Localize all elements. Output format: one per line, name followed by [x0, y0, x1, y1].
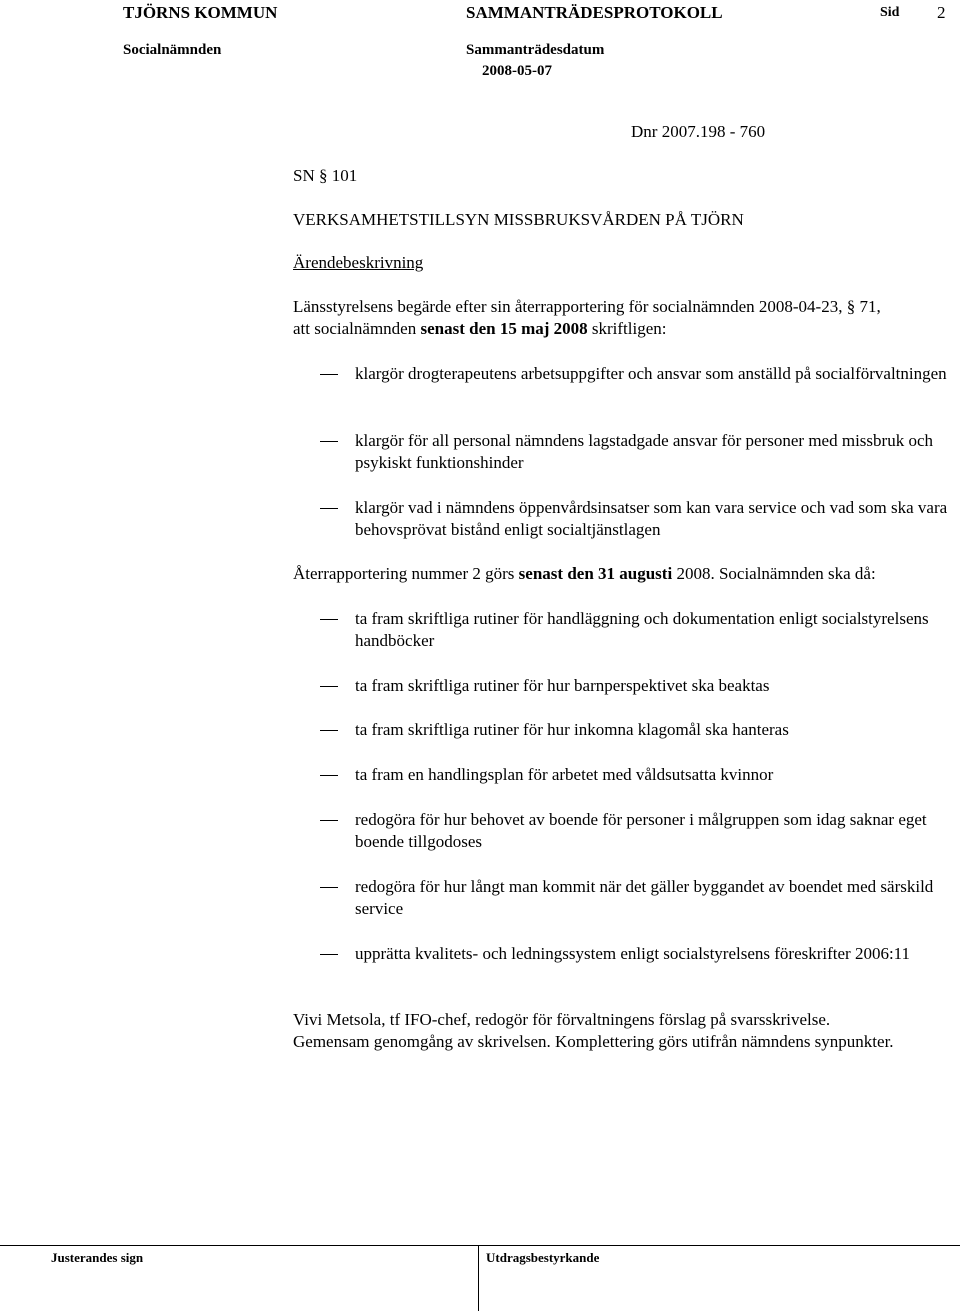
intro-line-1: Länsstyrelsens begärde efter sin återrapportering för socialnämnden 2008-04-23, § 71, [293, 297, 881, 316]
list-item-text: ta fram skriftliga rutiner för hur inkomna klagomål ska hanteras [355, 720, 789, 739]
case-title: VERKSAMHETSTILLSYN MISSBRUKSVÅRDEN PÅ TJÖRN [293, 210, 744, 229]
footer-signature-label: Justerandes sign [51, 1250, 144, 1265]
section-number: SN § 101 [293, 166, 358, 185]
dash-bullet [320, 730, 338, 731]
dash-bullet [320, 508, 338, 509]
committee-name: Socialnämnden [123, 42, 222, 58]
followup-pre: Återrapportering nummer 2 görs [293, 564, 519, 583]
footer-divider [0, 1245, 960, 1246]
list-item-text: redogöra för hur behovet av boende för personer i målgruppen som idag saknar eget boende tillgodoses [355, 810, 927, 851]
dash-bullet [320, 619, 338, 620]
intro-line-2-post: skriftligen: [587, 319, 667, 338]
intro-deadline: senast den 15 maj 2008 [420, 319, 588, 338]
document-type: SAMMANTRÄDESPROTOKOLL [466, 3, 723, 22]
footer-column-divider [478, 1245, 479, 1311]
list-item-text: klargör för all personal nämndens lagstadgade ansvar för personer med missbruk och psykiskt funktionshinder [355, 431, 933, 472]
list-item-text: ta fram skriftliga rutiner för handläggning och dokumentation enligt socialstyrelsens handböcker [355, 609, 929, 650]
list-item-text: redogöra för hur långt man kommit när det gäller byggandet av boendet med särskild service [355, 877, 934, 918]
dash-bullet [320, 820, 338, 821]
closing-paragraph: Vivi Metsola, tf IFO-chef, redogör för förvaltningens förslag på svarsskrivelse. Gemensam genomgång av skrivelsen. Komplettering görs utifrån nämndens synpunkter. [293, 1010, 894, 1051]
dash-bullet [320, 374, 338, 375]
intro-line-2 [293, 318, 953, 340]
case-number: Dnr 2007.198 - 760 [631, 122, 766, 141]
meeting-date: 2008-05-07 [482, 63, 552, 79]
followup-post: 2008. Socialnämnden ska då: [672, 564, 876, 583]
intro-line-2-pre: att socialnämnden [293, 319, 421, 338]
subheading: Ärendebeskrivning [293, 253, 424, 272]
page-label: Sid [880, 5, 900, 20]
list-item-text: ta fram skriftliga rutiner för hur barnperspektivet ska beaktas [355, 676, 770, 695]
org-name: TJÖRNS KOMMUN [123, 3, 278, 22]
footer-certification-label: Utdragsbestyrkande [486, 1250, 600, 1265]
dash-bullet [320, 441, 338, 442]
list-item-text: ta fram en handlingsplan för arbetet med våldsutsatta kvinnor [355, 765, 774, 784]
list-item-text: klargör vad i nämndens öppenvårdsinsatser som kan vara service och vad som ska vara behovsprövat bistånd enligt socialtjänstlagen [355, 498, 948, 539]
list-item-text: klargör drogterapeutens arbetsuppgifter och ansvar som anställd på socialförvaltningen [355, 364, 947, 383]
dash-bullet [320, 887, 338, 888]
dash-bullet [320, 954, 338, 955]
dash-bullet [320, 686, 338, 687]
followup-paragraph [293, 563, 953, 585]
dash-bullet [320, 775, 338, 776]
followup-deadline: senast den 31 augusti [518, 564, 673, 583]
meeting-date-label: Sammanträdesdatum [466, 42, 605, 58]
page-number: 2 [937, 3, 946, 22]
intro-paragraph [293, 296, 953, 340]
list-item-text: upprätta kvalitets- och ledningssystem enligt socialstyrelsens föreskrifter 2006:11 [355, 944, 911, 963]
